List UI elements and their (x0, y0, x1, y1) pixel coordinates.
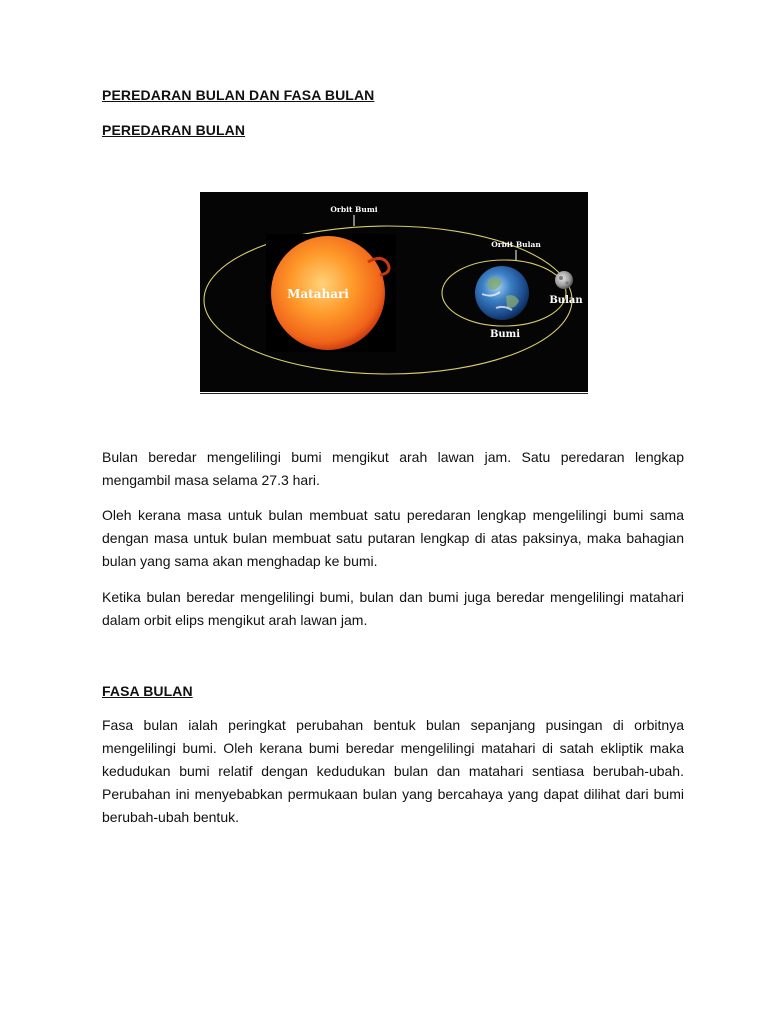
paragraph-4: Fasa bulan ialah peringkat perubahan bentuk bulan sepanjang pusingan di orbitnya mengelilingi bumi. Oleh kerana bumi beredar mengelilingi matahari di satah ekliptik maka kedudukan bumi relatif dengan kedudukan bulan dan matahari sentiasa berubah-ubah. Perubahan ini menyebabkan permukaan bulan yang bercahaya yang dapat dilihat dari bumi berubah-ubah bentuk. (102, 717, 684, 825)
document-title: PEREDARAN BULAN DAN FASA BULAN (102, 87, 375, 103)
section-heading-fasa-bulan: FASA BULAN (102, 683, 193, 699)
moon-icon (555, 271, 573, 289)
orbit-moon-label: Orbit Bulan (491, 240, 541, 249)
earth-label: Bumi (489, 329, 521, 340)
earth-icon (475, 266, 529, 320)
section-heading-peredaran-bulan: PEREDARAN BULAN (102, 122, 246, 138)
moon-label: Bulan (549, 295, 583, 306)
paragraph-1: Bulan beredar mengelilingi bumi mengikut arah lawan jam. Satu peredaran lengkap mengambil masa selama 27.3 hari. (102, 449, 684, 488)
orbit-diagram (200, 192, 588, 394)
orbit-diagram-svg (200, 192, 588, 392)
orbit-earth-label: Orbit Bumi (330, 205, 378, 214)
paragraph-3: Ketika bulan beredar mengelilingi bumi, bulan dan bumi juga beredar mengelilingi matahari dalam orbit elips mengikut arah lawan jam. (102, 589, 684, 628)
sun-label: Matahari (287, 287, 349, 301)
paragraph-2: Oleh kerana masa untuk bulan membuat satu peredaran lengkap mengelilingi bumi sama dengan masa untuk bulan membuat satu putaran lengkap di atas paksinya, maka bahagian bulan yang sama akan menghadap ke bumi. (102, 507, 684, 569)
